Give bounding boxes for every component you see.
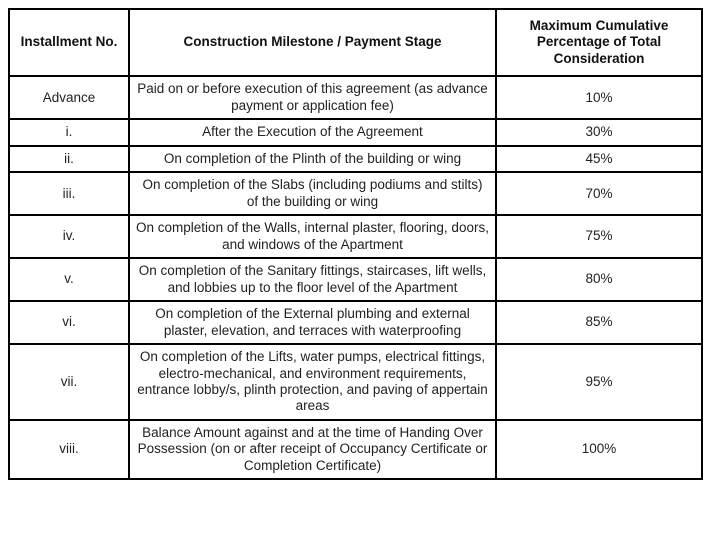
milestone-cell: On completion of the Lifts, water pumps, electrical fittings, electro-mechanical, and environment requirements, entrance lobby/s, plinth protection, and paving of appertain areas — [129, 344, 496, 420]
percentage-cell: 80% — [496, 258, 702, 301]
installment-no-cell: vi. — [9, 301, 129, 344]
installment-no-cell: v. — [9, 258, 129, 301]
table-row — [9, 172, 702, 215]
milestone-cell: Balance Amount against and at the time of Handing Over Possession (on or after receipt of Occupancy Certificate or Completion Certificate) — [129, 420, 496, 479]
table-row — [9, 301, 702, 344]
percentage-cell: 30% — [496, 119, 702, 145]
installment-no-cell: iv. — [9, 215, 129, 258]
installment-no-cell: iii. — [9, 172, 129, 215]
table-row — [9, 146, 702, 172]
table-row — [9, 420, 702, 479]
percentage-cell: 10% — [496, 76, 702, 119]
milestone-cell: On completion of the Sanitary fittings, staircases, lift wells, and lobbies up to the floor level of the Apartment — [129, 258, 496, 301]
header-max-percentage: Maximum Cumulative Percentage of Total Consideration — [496, 9, 702, 76]
installment-no-cell: vii. — [9, 344, 129, 420]
milestone-cell: On completion of the Plinth of the building or wing — [129, 146, 496, 172]
percentage-cell: 45% — [496, 146, 702, 172]
table-row — [9, 76, 702, 119]
header-installment-no: Installment No. — [9, 9, 129, 76]
percentage-cell: 70% — [496, 172, 702, 215]
payment-schedule-table — [8, 8, 703, 480]
table-body — [9, 76, 702, 479]
milestone-cell: Paid on or before execution of this agreement (as advance payment or application fee) — [129, 76, 496, 119]
table-row — [9, 258, 702, 301]
table-row — [9, 215, 702, 258]
installment-no-cell: Advance — [9, 76, 129, 119]
percentage-cell: 95% — [496, 344, 702, 420]
percentage-cell: 85% — [496, 301, 702, 344]
table-row — [9, 119, 702, 145]
table-row — [9, 344, 702, 420]
header-row — [9, 9, 702, 76]
milestone-cell: On completion of the Walls, internal plaster, flooring, doors, and windows of the Apartment — [129, 215, 496, 258]
installment-no-cell: i. — [9, 119, 129, 145]
milestone-cell: On completion of the External plumbing and external plaster, elevation, and terraces with waterproofing — [129, 301, 496, 344]
header-milestone: Construction Milestone / Payment Stage — [129, 9, 496, 76]
milestone-cell: On completion of the Slabs (including podiums and stilts) of the building or wing — [129, 172, 496, 215]
installment-no-cell: viii. — [9, 420, 129, 479]
percentage-cell: 75% — [496, 215, 702, 258]
installment-no-cell: ii. — [9, 146, 129, 172]
milestone-cell: After the Execution of the Agreement — [129, 119, 496, 145]
percentage-cell: 100% — [496, 420, 702, 479]
